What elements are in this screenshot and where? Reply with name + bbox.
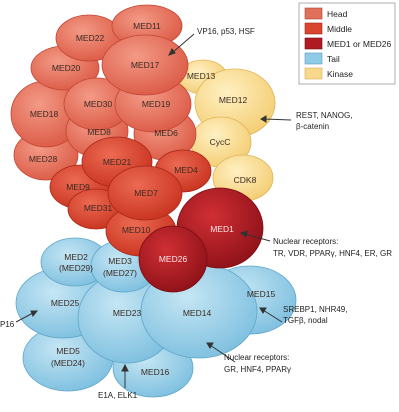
vp16-annotation: VP16, p53, HSF xyxy=(197,27,255,36)
p16-annotation: P16 xyxy=(0,320,15,329)
med19-label: MED19 xyxy=(141,99,171,109)
cycc-label: CycC xyxy=(209,137,231,147)
med7-label: MED7 xyxy=(134,188,158,198)
med30-label: MED30 xyxy=(83,99,113,109)
e1a-annotation: E1A, ELK1 xyxy=(98,391,138,400)
srebp-annotation-line1: SREBP1, NHR49, xyxy=(283,305,348,314)
legend-label-head: Head xyxy=(327,9,348,19)
legend-label-med1: MED1 or MED26 xyxy=(327,39,392,49)
med17-label: MED17 xyxy=(130,60,160,70)
med16-label: MED16 xyxy=(140,367,170,377)
med9-label: MED9 xyxy=(66,182,90,192)
med10-label: MED10 xyxy=(121,225,151,235)
med22-label: MED22 xyxy=(75,33,105,43)
legend-label-middle: Middle xyxy=(327,24,353,34)
med18-label: MED18 xyxy=(29,109,59,119)
srebp-annotation-line2: TGFβ, nodal xyxy=(283,316,328,325)
med2-label: MED2 xyxy=(64,252,88,262)
med31-label: MED31 xyxy=(83,203,113,213)
med11-label: MED11 xyxy=(133,21,161,31)
med26-label: MED26 xyxy=(158,254,188,264)
nr-top-annotation-line2: TR, VDR, PPARγ, HNF4, ER, GR xyxy=(273,249,392,258)
nr-bot-annotation-line2: GR, HNF4, PPARγ xyxy=(224,365,291,374)
med8-label: MED8 xyxy=(87,127,111,137)
med5-label: MED5 xyxy=(56,346,80,356)
med15-label: MED15 xyxy=(246,289,276,299)
legend-swatch-tail xyxy=(305,53,322,64)
legend-swatch-med1 xyxy=(305,38,322,49)
med25-label: MED25 xyxy=(50,298,80,308)
legend-swatch-middle xyxy=(305,23,322,34)
med6-label: MED6 xyxy=(154,128,178,138)
cdk8-label: CDK8 xyxy=(233,175,257,185)
nr-bot-annotation-line1: Nuclear receptors: xyxy=(224,353,290,362)
med20-label: MED20 xyxy=(51,63,81,73)
rest-annotation-line2: β-catenin xyxy=(296,122,330,131)
legend-label-kinase: Kinase xyxy=(327,69,353,79)
legend-swatch-kinase xyxy=(305,68,322,79)
med21-label: MED21 xyxy=(102,157,132,167)
legend-label-tail: Tail xyxy=(327,54,340,64)
med29-label: (MED29) xyxy=(58,263,94,273)
med3-label: MED3 xyxy=(108,256,132,266)
med14-label: MED14 xyxy=(182,308,212,318)
med24-label: (MED24) xyxy=(50,358,86,368)
nr-top-annotation-line1: Nuclear receptors: xyxy=(273,237,339,246)
rest-annotation-line1: REST, NANOG, xyxy=(296,111,353,120)
med12-label: MED12 xyxy=(218,95,248,105)
legend-swatch-head xyxy=(305,8,322,19)
legend xyxy=(299,3,395,84)
med4-label: MED4 xyxy=(174,165,198,175)
med23-label: MED23 xyxy=(112,308,142,318)
med28-label: MED28 xyxy=(28,154,58,164)
med27-label: (MED27) xyxy=(102,268,138,278)
med13-label: MED13 xyxy=(186,71,216,81)
med1-label: MED1 xyxy=(210,224,234,234)
